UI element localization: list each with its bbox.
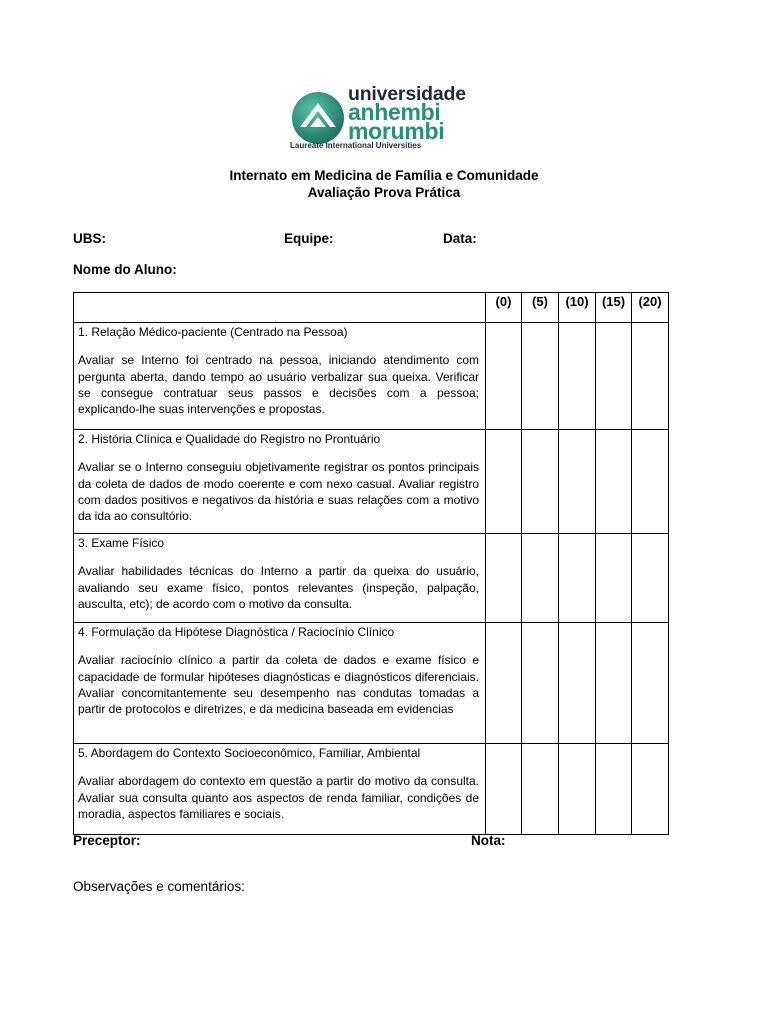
score-cell-20[interactable]: [632, 323, 669, 430]
score-header-10: (10): [559, 293, 596, 323]
score-cell-5[interactable]: [522, 323, 559, 430]
score-cell-0[interactable]: [486, 744, 522, 835]
score-cell-15[interactable]: [596, 534, 632, 623]
criteria-header-cell: [74, 293, 486, 323]
criterion-description: Avaliar abordagem do contexto em questão a partir do motivo da consulta. Avaliar sua consulta quanto aos aspectos de renda familiar, condições de moradia, aspectos familiares e sociais.: [78, 774, 479, 821]
criterion-title: 4. Formulação da Hipótese Diagnóstica / Raciocínio Clínico: [78, 625, 395, 639]
criterion-title: 5. Abordagem do Contexto Socioeconômico, Familiar, Ambiental: [78, 746, 421, 760]
score-cell-0[interactable]: [486, 623, 522, 744]
document-subtitle: Avaliação Prova Prática: [307, 185, 461, 200]
criterion-cell: [74, 323, 486, 430]
logo-line-3: morumbi: [348, 118, 445, 144]
document-title: Internato em Medicina de Família e Comunidade: [229, 168, 539, 183]
score-cell-20[interactable]: [632, 534, 669, 623]
score-header-5: (5): [522, 293, 559, 323]
criterion-description: Avaliar raciocínio clínico a partir da coleta de dados e exame físico e capacidade de formular hipóteses diagnósticas e diagnósticos diferenciais. Avaliar concomitantemente seu desempenho nas condutas tomadas a partir de protocolos e diretrizes, e da medicina baseada em evidencias: [78, 653, 479, 717]
criterion-title: 2. História Clínica e Qualidade do Registro no Prontuário: [78, 432, 381, 446]
score-cell-5[interactable]: [522, 744, 559, 835]
score-cell-5[interactable]: [522, 534, 559, 623]
score-cell-10[interactable]: [559, 323, 596, 430]
score-cell-0[interactable]: [486, 430, 522, 534]
criterion-row: [74, 323, 669, 430]
criterion-cell: [74, 623, 486, 744]
score-cell-15[interactable]: [596, 323, 632, 430]
score-header-0: (0): [486, 293, 522, 323]
score-cell-15[interactable]: [596, 623, 632, 744]
criterion-description: Avaliar se o Interno conseguiu objetivamente registrar os pontos principais da coleta de dados de modo coerente e com nexo casual. Avaliar registro com dados positivos e negativos da história e suas relações com a motivo da ida ao consultório.: [78, 460, 479, 524]
data-label: Data:: [443, 231, 477, 246]
criterion-cell: [74, 430, 486, 534]
score-cell-15[interactable]: [596, 744, 632, 835]
score-header-15: (15): [596, 293, 632, 323]
logo-emblem-icon: [290, 91, 346, 145]
score-cell-10[interactable]: [559, 744, 596, 835]
criterion-row: [74, 744, 669, 835]
university-logo: [290, 83, 466, 152]
criterion-description: Avaliar se Interno foi centrado na pessoa, iniciando atendimento com pergunta aberta, dando tempo ao usuário verbalizar sua queixa. Verificar se consegue contratuar seus passos e decisões com a pessoa; explicando-lhe suas intervenções e propostas.: [78, 353, 479, 417]
logo-line-1: universidade: [348, 83, 466, 105]
criterion-description: Avaliar habilidades técnicas do Interno a partir da queixa do usuário, avaliando seu exame físico, pontos relevantes (inspeção, palpação, ausculta, etc); de acordo com o motivo da consulta.: [78, 564, 479, 611]
score-cell-20[interactable]: [632, 623, 669, 744]
preceptor-label: Preceptor:: [73, 833, 141, 848]
score-cell-20[interactable]: [632, 744, 669, 835]
score-cell-0[interactable]: [486, 323, 522, 430]
score-header-20: (20): [632, 293, 669, 323]
criterion-cell: [74, 534, 486, 623]
logo-line-2: anhembi: [348, 99, 441, 125]
score-cell-10[interactable]: [559, 534, 596, 623]
ubs-label: UBS:: [73, 231, 106, 246]
observations-label: Observações e comentários:: [73, 879, 245, 894]
criterion-title: 3. Exame Físico: [78, 536, 165, 550]
student-name-label: Nome do Aluno:: [73, 262, 177, 277]
score-cell-0[interactable]: [486, 534, 522, 623]
score-cell-10[interactable]: [559, 623, 596, 744]
score-cell-15[interactable]: [596, 430, 632, 534]
criterion-cell: [74, 744, 486, 835]
criterion-row: [74, 623, 669, 744]
score-cell-10[interactable]: [559, 430, 596, 534]
evaluation-table: [73, 292, 669, 835]
equipe-label: Equipe:: [284, 231, 334, 246]
criterion-row: [74, 430, 669, 534]
score-cell-5[interactable]: [522, 430, 559, 534]
grade-label: Nota:: [471, 833, 506, 848]
logo-tagline: Laureate International Universities: [290, 141, 422, 150]
score-cell-20[interactable]: [632, 430, 669, 534]
criterion-title: 1. Relação Médico-paciente (Centrado na Pessoa): [78, 325, 348, 339]
score-cell-5[interactable]: [522, 623, 559, 744]
criterion-row: [74, 534, 669, 623]
table-header-row: [74, 293, 669, 323]
